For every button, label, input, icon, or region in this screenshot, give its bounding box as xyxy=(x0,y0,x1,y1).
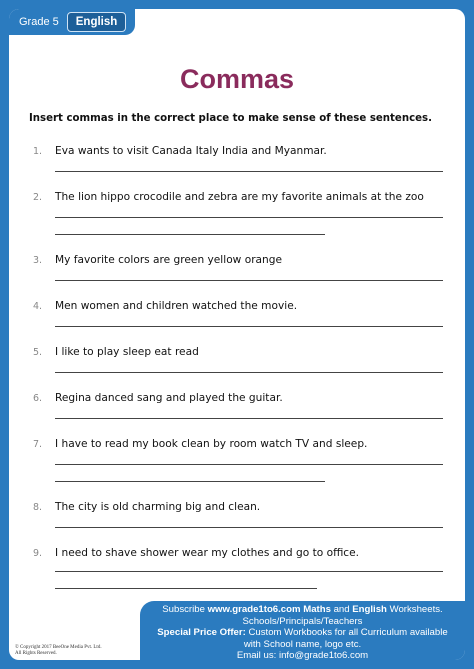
answer-line[interactable] xyxy=(55,571,443,572)
worksheet-page xyxy=(9,9,465,660)
question-text: Regina danced sang and played the guitar. xyxy=(55,392,283,404)
promo-banner xyxy=(140,601,465,660)
subject-badge: English xyxy=(67,12,127,32)
question-text: I have to read my book clean by room watch TV and sleep. xyxy=(55,438,368,450)
question-number: 5. xyxy=(33,347,43,358)
promo-line-4: with School name, logo etc. xyxy=(243,638,362,650)
grade-tab xyxy=(9,9,135,35)
answer-line[interactable] xyxy=(55,280,443,281)
page-title: Commas xyxy=(179,64,295,94)
answer-line[interactable] xyxy=(55,326,443,327)
promo-line-2: Schools/Principals/Teachers xyxy=(242,615,363,627)
answer-line[interactable] xyxy=(55,171,443,172)
answer-line[interactable] xyxy=(55,234,325,235)
question-number: 7. xyxy=(33,439,43,450)
question-number: 2. xyxy=(33,192,43,203)
answer-line[interactable] xyxy=(55,372,443,373)
promo-email[interactable]: Email us: info@grade1to6.com xyxy=(236,650,369,660)
question-number: 6. xyxy=(33,393,43,404)
question-number: 8. xyxy=(33,502,43,513)
question-text: Eva wants to visit Canada Italy India and Myanmar. xyxy=(55,145,327,157)
answer-line[interactable] xyxy=(55,527,443,528)
question-text: The lion hippo crocodile and zebra are my favorite animals at the zoo xyxy=(55,191,424,203)
instructions: Insert commas in the correct place to make sense of these sentences. xyxy=(29,113,432,124)
copyright: © Copyright 2017 BeeOne Media Pvt. Ltd. All Rights Reserved. xyxy=(15,645,102,656)
promo-line-1: Subscribe www.grade1to6.com Maths and English Worksheets. xyxy=(162,604,443,615)
question-text: My favorite colors are green yellow orange xyxy=(55,254,282,266)
question-number: 9. xyxy=(33,548,43,559)
question-text: Men women and children watched the movie. xyxy=(55,300,298,312)
answer-line[interactable] xyxy=(55,588,317,589)
site-link[interactable]: www.grade1to6.com Maths xyxy=(207,604,331,615)
answer-line[interactable] xyxy=(55,217,443,218)
grade-label: Grade 5 xyxy=(19,16,59,28)
promo-line-3: Special Price Offer: Custom Workbooks for all Curriculum available xyxy=(157,627,448,638)
question-text: I need to shave shower wear my clothes and go to office. xyxy=(55,547,360,559)
question-number: 1. xyxy=(33,146,43,157)
question-number: 3. xyxy=(33,255,43,266)
answer-line[interactable] xyxy=(55,481,325,482)
answer-line[interactable] xyxy=(55,418,443,419)
question-number: 4. xyxy=(33,301,43,312)
answer-line[interactable] xyxy=(55,464,443,465)
question-text: I like to play sleep eat read xyxy=(55,346,199,358)
question-text: The city is old charming big and clean. xyxy=(55,501,261,513)
